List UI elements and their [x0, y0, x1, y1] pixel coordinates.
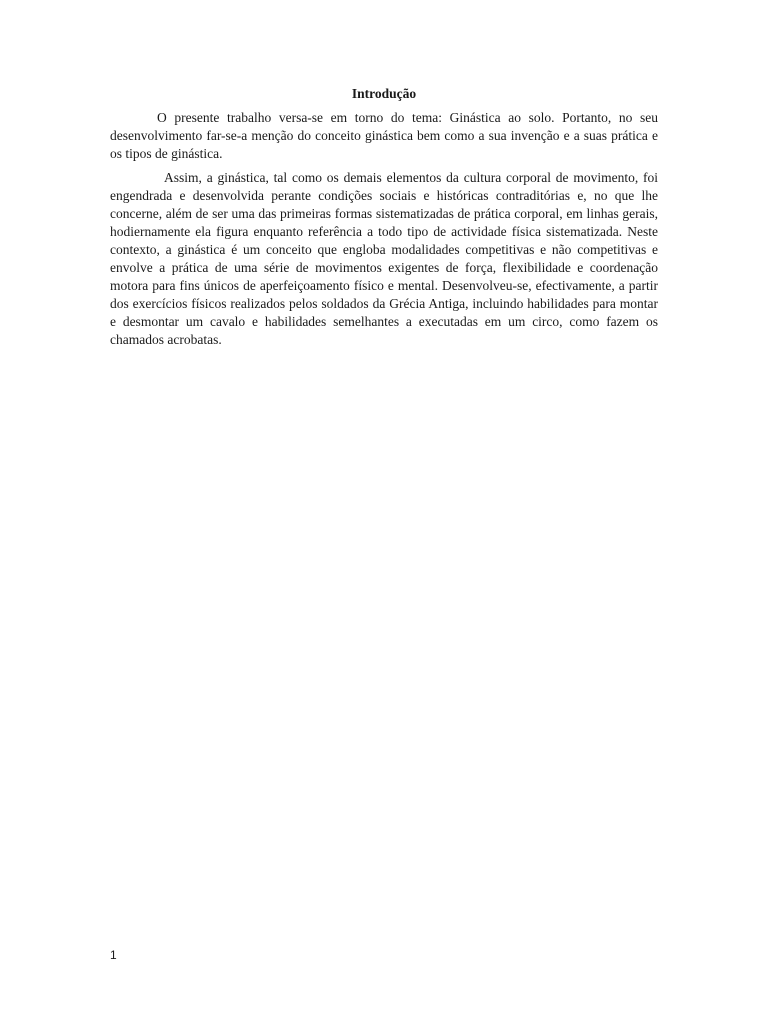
page-content — [110, 85, 658, 355]
section-title: Introdução — [351, 86, 417, 101]
paragraph-gymnastics-concept: Assim, a ginástica, tal como os demais elementos da cultura corporal de movimento, foi engendrada e desenvolvida perante condições sociais e históricas contraditórias e, no que lhe concerne, além de ser uma das primeiras formas sistematizadas de prática corporal, em linhas gerais, hodiernamente ela figura enquanto referência a todo tipo de actividade física sistematizada. Neste contexto, a ginástica é um conceito que engloba modalidades competitivas e não competitivas e envolve a prática de uma série de movimentos exigentes de força, flexibilidade e coordenação motora para fins únicos de aperfeiçoamento físico e mental. Desenvolveu-se, efectivamente, a partir dos exercícios físicos realizados pelos soldados da Grécia Antiga, incluindo habilidades para montar e desmontar um cavalo e habilidades semelhantes a executadas em um circo, como fazem os chamados acrobatas. — [110, 170, 658, 347]
paragraph-intro: O presente trabalho versa-se em torno do tema: Ginástica ao solo. Portanto, no seu desenvolvimento far-se-a menção do conceito ginástica bem como a sua invenção e a suas prática e os tipos de ginástica. — [110, 110, 658, 161]
page-number: 1 — [110, 948, 117, 962]
